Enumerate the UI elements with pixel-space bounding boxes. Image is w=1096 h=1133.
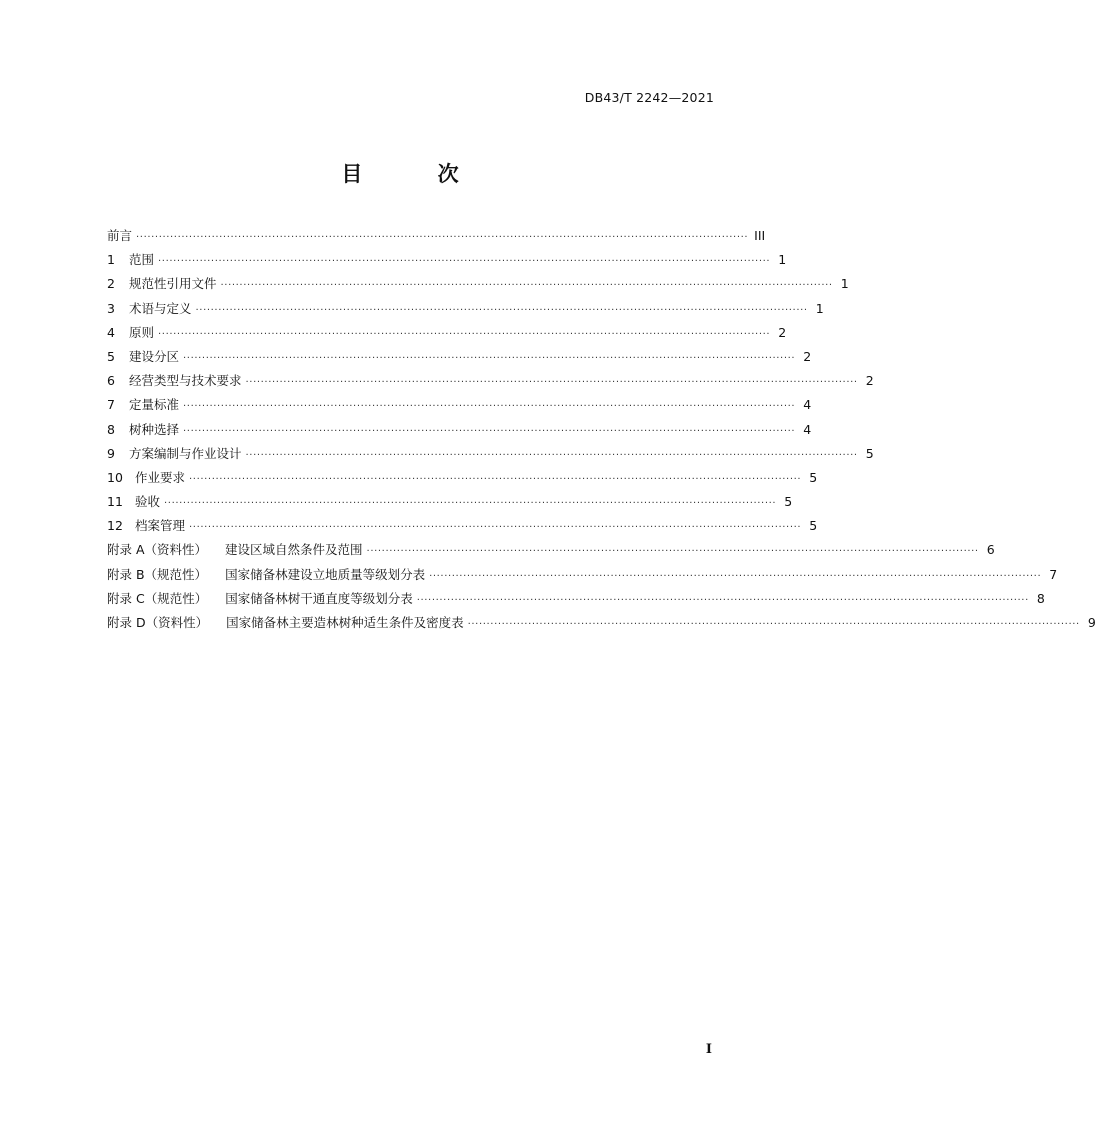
- dot-leader: ··································································································································································: [183, 425, 796, 437]
- toc-entry-number: 1: [107, 252, 115, 268]
- toc-entry-number: 12: [107, 518, 123, 534]
- dot-leader: ··································································································································································: [366, 546, 979, 558]
- toc-entry-text: 建设分区: [129, 348, 180, 364]
- toc-entry-number: 10: [107, 469, 123, 485]
- toc-entry-9[interactable]: [107, 444, 874, 468]
- dot-leader: ··································································································································································: [245, 449, 858, 461]
- toc-entry-text: 建设区域自然条件及范围: [225, 542, 363, 558]
- toc-entry-text: 方案编制与作业设计: [129, 445, 242, 461]
- toc-entry-page: 1: [778, 252, 787, 268]
- toc-entry-text: 前言: [107, 228, 133, 243]
- toc-entry-number: 附录 A（资料性）: [107, 542, 208, 558]
- toc-entry-text: 国家储备林主要造林树种适生条件及密度表: [226, 615, 464, 630]
- toc-entry-page: 7: [1049, 566, 1058, 582]
- toc-entry-5[interactable]: [107, 347, 812, 371]
- page-number: I: [705, 1042, 712, 1057]
- dot-leader: ··································································································································································: [416, 594, 1029, 606]
- toc-entry-number: 9: [107, 445, 115, 461]
- dot-leader: ··································································································································································: [195, 304, 808, 316]
- toc-entry-page: 6: [986, 542, 995, 558]
- toc-entry-appendix-b[interactable]: [107, 565, 1058, 589]
- toc-entry-page: 5: [809, 518, 818, 534]
- toc-entry-page: 5: [784, 494, 793, 510]
- table-of-contents: [107, 226, 1096, 637]
- toc-entry-page: 9: [1087, 615, 1096, 630]
- toc-entry-11[interactable]: [107, 492, 793, 516]
- toc-entry-page: 4: [803, 397, 812, 413]
- dot-leader: ··································································································································································: [136, 232, 749, 243]
- toc-entry-1[interactable]: [107, 250, 787, 274]
- dot-leader: ··································································································································································: [183, 352, 796, 364]
- toc-entry-text: 国家储备林建设立地质量等级划分表: [225, 566, 426, 582]
- toc-entry-number: 附录 D（资料性）: [107, 615, 209, 630]
- toc-entry-number: 6: [107, 373, 115, 389]
- toc-entry-8[interactable]: [107, 420, 812, 444]
- toc-entry-page: 1: [840, 276, 849, 292]
- toc-entry-text: 档案管理: [135, 518, 186, 534]
- toc-entry-page: 4: [803, 421, 812, 437]
- toc-entry-number: 7: [107, 397, 115, 413]
- toc-entry-number: 8: [107, 421, 115, 437]
- toc-entry-page: 5: [809, 469, 818, 485]
- toc-entry-appendix-a[interactable]: [107, 540, 995, 564]
- dot-leader: ··································································································································································: [158, 256, 771, 268]
- dot-leader: ··································································································································································: [183, 401, 796, 413]
- dot-leader: ··································································································································································: [164, 498, 777, 510]
- toc-entry-page: 1: [815, 300, 824, 316]
- toc-title: 目 次: [341, 162, 493, 186]
- toc-entry-text: 范围: [129, 252, 155, 268]
- toc-entry-foreword[interactable]: [107, 226, 766, 250]
- dot-leader: ··································································································································································: [220, 280, 833, 292]
- toc-entry-text: 定量标准: [129, 397, 180, 413]
- toc-entry-page: 2: [865, 373, 874, 389]
- toc-entry-number: 附录 B（规范性）: [107, 566, 208, 582]
- toc-entry-4[interactable]: [107, 323, 787, 347]
- toc-entry-page: 8: [1036, 590, 1045, 606]
- toc-entry-page: 2: [778, 324, 787, 340]
- toc-entry-number: 11: [107, 494, 123, 510]
- toc-entry-10[interactable]: [107, 468, 818, 492]
- toc-entry-page: 2: [803, 348, 812, 364]
- toc-entry-appendix-c[interactable]: [107, 589, 1045, 613]
- toc-entry-text: 规范性引用文件: [129, 276, 217, 292]
- document-code: DB43/T 2242—2021: [584, 90, 714, 105]
- toc-entry-2[interactable]: [107, 274, 849, 298]
- toc-entry-7[interactable]: [107, 395, 812, 419]
- dot-leader: ··································································································································································: [189, 473, 802, 485]
- toc-entry-6[interactable]: [107, 371, 874, 395]
- toc-entry-text: 作业要求: [135, 469, 186, 485]
- toc-entry-12[interactable]: [107, 516, 818, 540]
- toc-entry-text: 原则: [129, 324, 155, 340]
- toc-entry-text: 国家储备林树干通直度等级划分表: [225, 590, 413, 606]
- dot-leader: ··································································································································································: [245, 377, 858, 389]
- toc-entry-3[interactable]: [107, 299, 824, 323]
- dot-leader: ··································································································································································: [429, 570, 1042, 582]
- toc-entry-text: 经营类型与技术要求: [129, 373, 242, 389]
- toc-entry-number: 附录 C（规范性）: [107, 590, 208, 606]
- toc-entry-appendix-d[interactable]: [107, 613, 1096, 637]
- dot-leader: ··································································································································································: [189, 522, 802, 534]
- toc-entry-number: 3: [107, 300, 115, 316]
- toc-entry-number: 2: [107, 276, 115, 292]
- toc-entry-text: 术语与定义: [129, 300, 192, 316]
- dot-leader: ··································································································································································: [467, 619, 1080, 630]
- toc-entry-number: 5: [107, 348, 115, 364]
- toc-entry-page: 5: [865, 445, 874, 461]
- toc-entry-text: 验收: [135, 494, 161, 510]
- toc-entry-number: 4: [107, 324, 115, 340]
- toc-entry-text: 树种选择: [129, 421, 180, 437]
- toc-entry-page: III: [754, 228, 766, 243]
- dot-leader: ··································································································································································: [158, 328, 771, 340]
